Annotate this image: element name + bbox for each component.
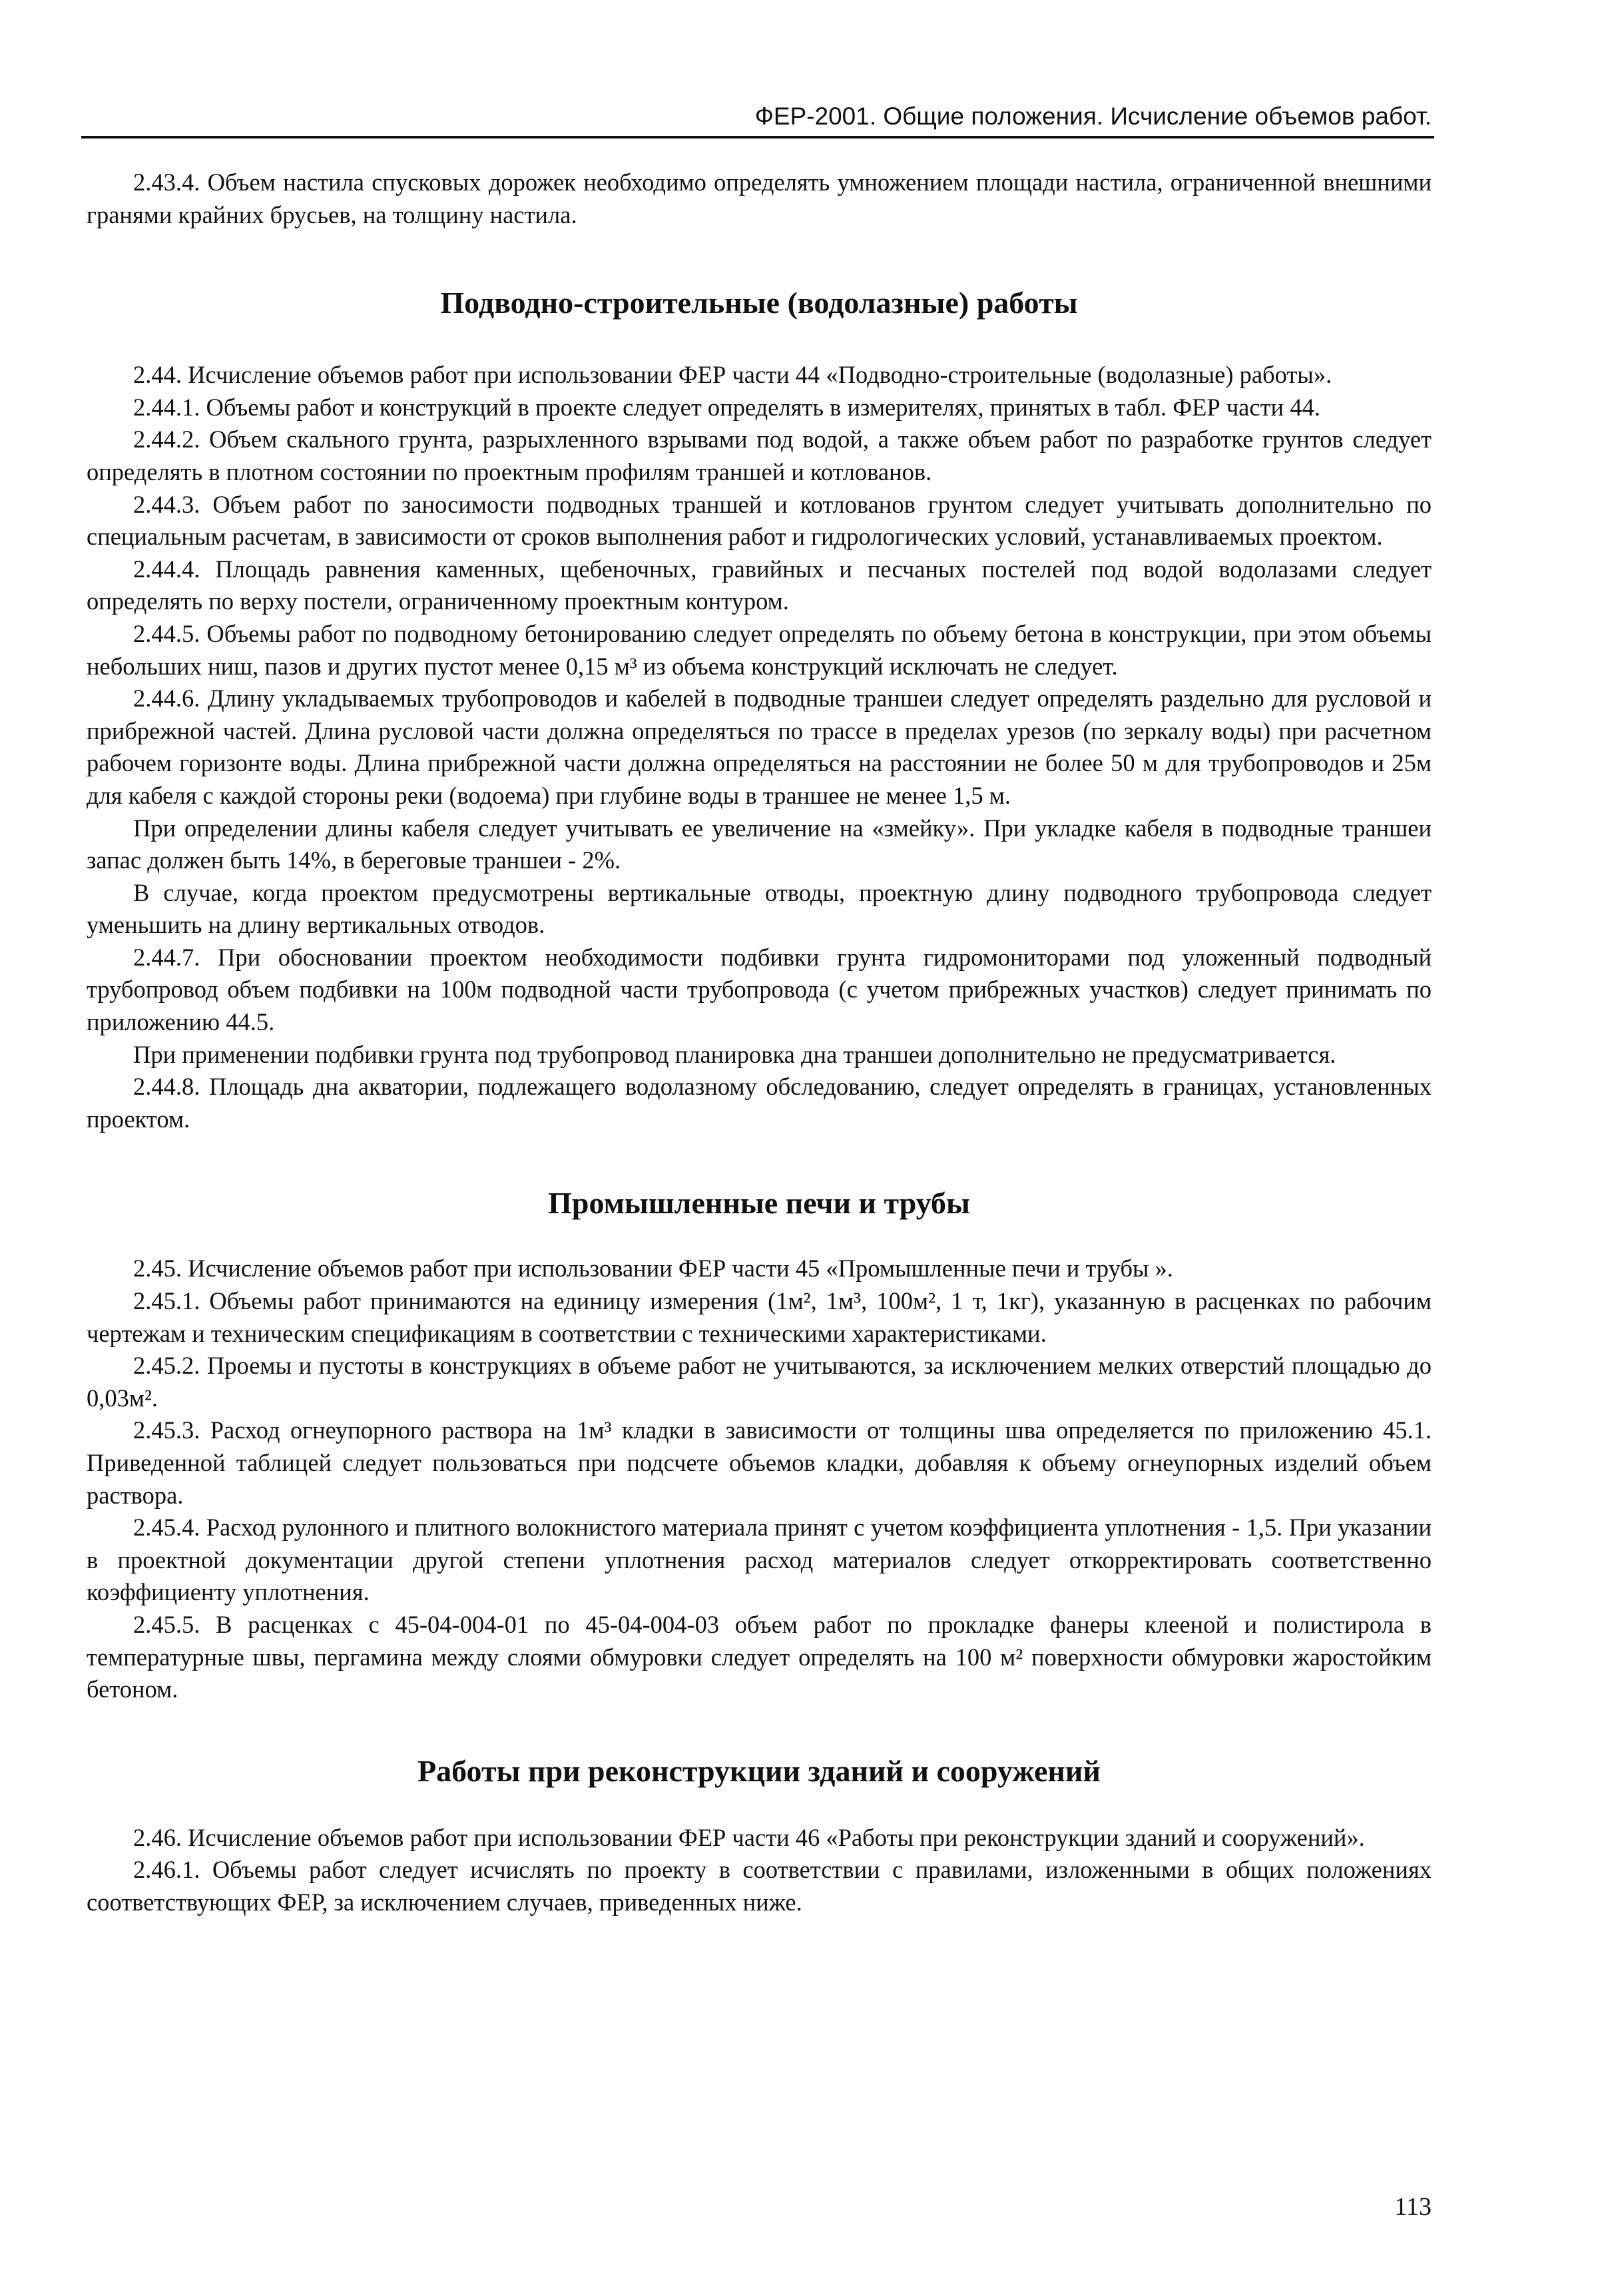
section-heading-industrial-furnaces: Промышленные печи и трубы	[548, 1186, 970, 1221]
running-header: ФЕР-2001. Общие положения. Исчисление объемов работ.	[754, 103, 1432, 130]
paragraph-2-44-3: 2.44.3. Объем работ по заносимости подводных траншей и котлованов грунтом следует учитывать дополнительно по специальным расчетам, в зависимости от сроков выполнения работ и гидрологических условий, устанавливаемых проектом.	[87, 490, 1432, 551]
page-number: 113	[1394, 2193, 1432, 2221]
paragraph-2-45-3: 2.45.3. Расход огнеупорного раствора на 1м³ кладки в зависимости от толщины шва определяется по приложению 45.1. Приведенной таблицей следует пользоваться при подсчете объемов кладки, добавляя к объему огнеупорных изделий объем раствора.	[87, 1416, 1432, 1509]
paragraph-trench-planning: При применении подбивки грунта под трубопровод планировка дна траншеи дополнительно не предусматривается.	[133, 1040, 1336, 1068]
paragraph-2-44-1: 2.44.1. Объемы работ и конструкций в проекте следует определять в измерителях, принятых в табл. ФЕР части 44.	[133, 393, 1320, 421]
paragraph-2-44-8: 2.44.8. Площадь дна акватории, подлежащего водолазному обследованию, следует определять в границах, установленных проектом.	[87, 1073, 1432, 1133]
paragraph-2-43-4: 2.43.4. Объем настила спусковых дорожек необходимо определять умножением площади настила, ограниченной внешними гранями крайних брусьев, на толщину настила.	[87, 168, 1432, 228]
header-rule	[81, 136, 1434, 139]
paragraph-2-44-5: 2.44.5. Объемы работ по подводному бетонированию следует определять по объему бетона в конструкции, при этом объемы небольших ниш, пазов и других пустот менее 0,15 м³ из объема конструкций исключать не следует.	[87, 619, 1432, 680]
paragraph-vertical-bends: В случае, когда проектом предусмотрены вертикальные отводы, проектную длину подводного трубопровода следует уменьшить на длину вертикальных отводов.	[87, 878, 1432, 939]
paragraph-2-44: 2.44. Исчисление объемов работ при использовании ФЕР части 44 «Подводно-строительные (водолазные) работы».	[133, 361, 1332, 389]
paragraph-2-44-4: 2.44.4. Площадь равнения каменных, щебеночных, гравийных и песчаных постелей под водой водолазами следует определять по верху постели, ограниченному проектным контуром.	[87, 555, 1432, 615]
section-heading-reconstruction-works: Работы при реконструкции зданий и сооружений	[417, 1753, 1101, 1788]
paragraph-2-44-7: 2.44.7. При обосновании проектом необходимости подбивки грунта гидромониторами под уложенный подводный трубопровод объем подбивки на 100м подводной части трубопровода (с учетом прибрежных участков) следует принимать по приложению 44.5.	[87, 943, 1432, 1036]
paragraph-2-45-1: 2.45.1. Объемы работ принимаются на единицу измерения (1м², 1м³, 100м², 1 т, 1кг), указанную в расценках по рабочим чертежам и техническим спецификациям в соответствии с техническими характеристиками.	[87, 1287, 1432, 1347]
section-heading-underwater-works: Подводно-строительные (водолазные) работы	[440, 286, 1078, 320]
paragraph-2-46: 2.46. Исчисление объемов работ при использовании ФЕР части 46 «Работы при реконструкции зданий и сооружений».	[133, 1823, 1365, 1851]
paragraph-2-46-1: 2.46.1. Объемы работ следует исчислять по проекту в соответствии с правилами, изложенными в общих положениях соответствующих ФЕР, за исключением случаев, приведенных ниже.	[87, 1856, 1432, 1916]
paragraph-2-44-6: 2.44.6. Длину укладываемых трубопроводов и кабелей в подводные траншеи следует определять раздельно для русловой и прибрежной частей. Длина русловой части должна определяться по трассе в пределах урезов (по зеркалу воды) при расчетном рабочем горизонте воды. Длина прибрежной части должна определяться на расстоянии не более 50 м для трубопроводов и 25м для кабеля с каждой стороны реки (водоема) при глубине воды в траншее не менее 1,5 м.	[87, 685, 1432, 809]
page-content	[87, 166, 1432, 1919]
paragraph-cable-length: При определении длины кабеля следует учитывать ее увеличение на «змейку». При укладке кабеля в подводные траншеи запас должен быть 14%, в береговые траншеи - 2%.	[87, 814, 1432, 874]
paragraph-2-45-5: 2.45.5. В расценках с 45-04-004-01 по 45-04-004-03 объем работ по прокладке фанеры клееной и полистирола в температурные швы, пергамина между слоями обмуровки следует определять на 100 м² поверхности обмуровки жаростойким бетоном.	[87, 1610, 1432, 1703]
paragraph-2-44-2: 2.44.2. Объем скального грунта, разрыхленного взрывами под водой, а также объем работ по разработке грунтов следует определять в плотном состоянии по проектным профилям траншей и котлованов.	[87, 426, 1432, 485]
paragraph-2-45-2: 2.45.2. Проемы и пустоты в конструкциях в объеме работ не учитываются, за исключением мелких отверстий площадью до 0,03м².	[87, 1352, 1432, 1412]
paragraph-2-45: 2.45. Исчисление объемов работ при использовании ФЕР части 45 «Промышленные печи и трубы ».	[133, 1255, 1173, 1283]
paragraph-2-45-4: 2.45.4. Расход рулонного и плитного волокнистого материала принят с учетом коэффициента уплотнения - 1,5. При указании в проектной документации другой степени уплотнения расход материалов следует откорректировать соответственно коэффициенту уплотнения.	[87, 1514, 1432, 1606]
